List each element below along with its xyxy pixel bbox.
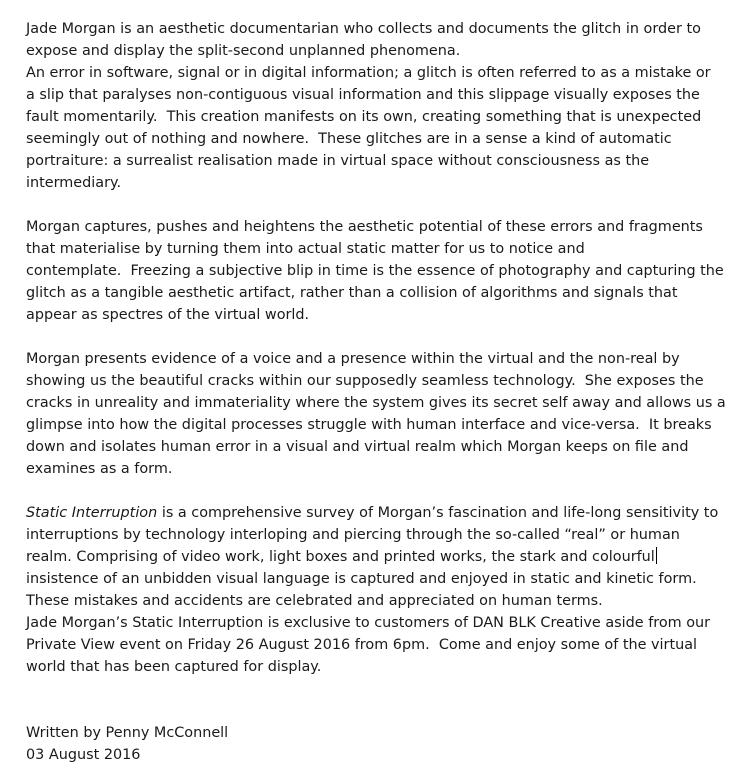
paragraph-intro	[26, 18, 736, 194]
text-line: An error in software, signal or in digital information; a glitch is often referred to as a mistake or	[26, 65, 711, 81]
text-line: Jade Morgan is an aesthetic documentarian who collects and documents the glitch in order to	[26, 21, 701, 37]
text-line: world that has been captured for display.	[26, 659, 322, 675]
document-body[interactable]	[26, 18, 736, 766]
paragraph-spacer	[26, 194, 736, 216]
text-line: Morgan captures, pushes and heightens the aesthetic potential of these errors and fragments	[26, 219, 703, 235]
text-line	[26, 546, 736, 568]
signature-block	[26, 722, 736, 766]
text-line: Morgan presents evidence of a voice and a presence within the virtual and the non-real by	[26, 351, 680, 367]
exhibition-title: Static Interruption	[26, 505, 158, 521]
date-line: 03 August 2016	[26, 747, 141, 763]
text-line: cracks in unreality and immateriality where the system gives its secret self away and allows us a	[26, 395, 726, 411]
text-line: portraiture: a surrealist realisation made in virtual space without consciousness as the	[26, 153, 650, 169]
text-line: glimpse into how the digital processes struggle with human interface and vice-versa. It breaks	[26, 417, 712, 433]
text-segment: is a comprehensive survey of Morgan’s fascination and life-long sensitivity to	[157, 505, 719, 521]
text-line: intermediary.	[26, 175, 122, 191]
text-line: interruptions by technology interloping and piercing through the so-called “real” or human	[26, 527, 680, 543]
text-line: seemingly out of nothing and nowhere. These glitches are in a sense a kind of automatic	[26, 131, 672, 147]
text-line: Private View event on Friday 26 August 2016 from 6pm. Come and enjoy some of the virtual	[26, 637, 698, 653]
paragraph-captures	[26, 216, 736, 326]
text-line	[26, 502, 736, 524]
text-line: a slip that paralyses non-contiguous visual information and this slippage visually exposes the	[26, 87, 700, 103]
text-line: that materialise by turning them into actual static matter for us to notice and	[26, 241, 585, 257]
text-segment: realm. Comprising of video work, light boxes and printed works, the stark and colourful	[26, 549, 655, 565]
paragraph-spacer	[26, 480, 736, 502]
text-line: showing us the beautiful cracks within our supposedly seamless technology. She exposes the	[26, 373, 704, 389]
text-line: Jade Morgan’s Static Interruption is exclusive to customers of DAN BLK Creative aside from our	[26, 615, 711, 631]
author-line: Written by Penny McConnell	[26, 725, 229, 741]
text-line: glitch as a tangible aesthetic artifact, rather than a collision of algorithms and signals that	[26, 285, 678, 301]
text-line: insistence of an unbidden visual language is captured and enjoyed in static and kinetic form.	[26, 571, 697, 587]
paragraph-spacer	[26, 700, 736, 722]
text-cursor	[656, 547, 657, 564]
text-line: appear as spectres of the virtual world.	[26, 307, 310, 323]
paragraph-static-interruption	[26, 502, 736, 678]
text-line: contemplate. Freezing a subjective blip in time is the essence of photography and capturing the	[26, 263, 724, 279]
text-line: down and isolates human error in a visual and virtual realm which Morgan keeps on file and	[26, 439, 689, 455]
text-line: These mistakes and accidents are celebrated and appreciated on human terms.	[26, 593, 603, 609]
text-line: fault momentarily. This creation manifests on its own, creating something that is unexpected	[26, 109, 702, 125]
paragraph-spacer	[26, 326, 736, 348]
text-line: examines as a form.	[26, 461, 173, 477]
paragraph-evidence	[26, 348, 736, 480]
paragraph-spacer	[26, 678, 736, 700]
text-line: expose and display the split-second unplanned phenomena.	[26, 43, 461, 59]
